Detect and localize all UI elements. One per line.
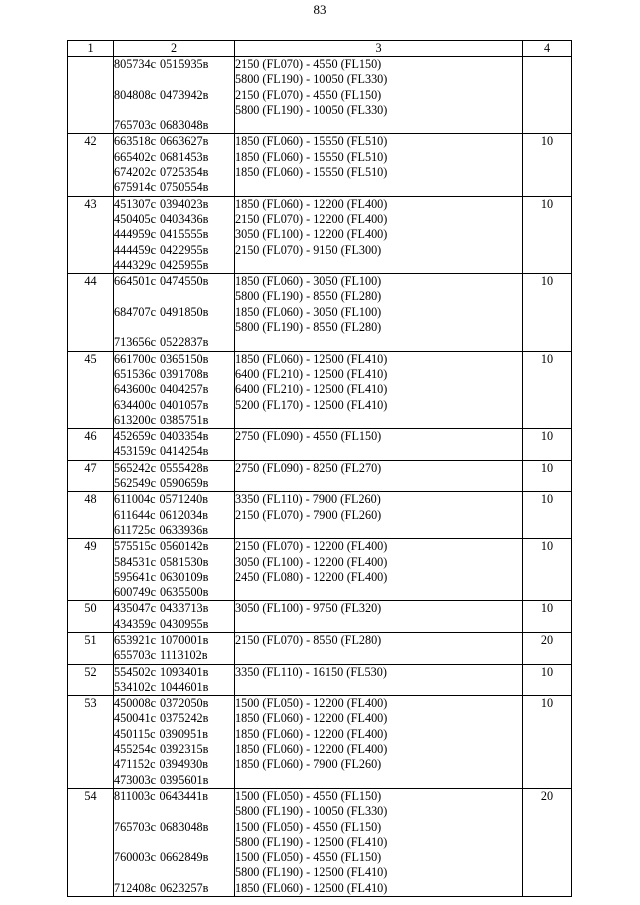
longitude-code: 0491850в [159,304,209,319]
latitude-code: 444329с [114,257,156,272]
coordinate-line [114,180,234,195]
coordinate-line [114,617,234,632]
latitude-code: 765703с [114,118,156,133]
coordinate-line [114,601,234,616]
coordinate-line [114,789,234,804]
coordinate-line [114,555,234,570]
longitude-code: 0643441в [159,788,208,803]
row-value: 10 [523,429,572,461]
coordinate-line [114,835,234,850]
altitude-range: 5800 (FL190) - 10050 (FL330) [235,72,388,87]
table-body [68,57,572,897]
altitude-range [235,118,522,133]
longitude-code: 0681453в [159,149,209,164]
altitude-cell [235,539,523,601]
coordinates-cell [114,601,235,633]
row-value: 10 [523,274,572,351]
table-row [68,601,572,633]
header-col-3: 3 [235,41,523,57]
coordinate-line [114,865,234,880]
longitude-code: 1113102в [159,648,208,663]
longitude-code: 0430955в [159,616,209,631]
longitude-code: 0385751в [159,412,209,427]
coordinate-line [114,227,234,242]
longitude-code: 0474550в [159,274,209,289]
altitude-cell [235,196,523,273]
coordinates-cell [114,429,235,461]
longitude-code: 0662849в [159,850,209,865]
altitude-range: 2150 (FL070) - 12200 (FL400) [235,211,388,226]
row-number: 47 [68,460,114,492]
altitude-range: 5800 (FL190) - 10050 (FL330) [235,102,388,117]
row-value: 10 [523,351,572,428]
header-col-4: 4 [523,41,572,57]
longitude-code: 0401057в [159,397,209,412]
coordinates-cell [114,664,235,696]
altitude-range: 1850 (FL060) - 7900 (FL260) [235,757,382,772]
longitude-code: 0403354в [159,429,209,444]
table-row [68,632,572,664]
coordinate-line [114,539,234,554]
table-row [68,196,572,273]
coordinate-line [114,523,234,538]
altitude-range: 5800 (FL190) - 8550 (FL280) [235,320,382,335]
latitude-code: 471152с [114,757,156,772]
coordinate-line [114,444,234,459]
altitude-range: 1850 (FL060) - 12200 (FL400) [235,742,388,757]
coordinate-line [114,648,234,663]
coordinate-line [114,150,234,165]
altitude-range [235,617,522,632]
row-value [523,57,572,134]
latitude-code: 634400с [114,397,156,412]
row-value: 10 [523,492,572,539]
coordinate-line [114,429,234,444]
coordinate-line [114,274,234,289]
airway-table [67,40,572,897]
longitude-code: 0403436в [159,211,209,226]
longitude-code: 0375242в [159,711,209,726]
coordinates-cell [114,274,235,351]
coordinate-line [114,352,234,367]
coordinates-cell [114,696,235,789]
altitude-cell [235,492,523,539]
altitude-range: 6400 (FL210) - 12500 (FL410) [235,366,388,381]
altitude-range [235,444,522,459]
altitude-cell [235,664,523,696]
altitude-range [235,523,522,538]
latitude-code: 562549с [114,476,156,491]
latitude-code: 611725с [114,522,156,537]
latitude-code: 684707с [114,304,156,319]
longitude-code: 0522837в [159,335,209,350]
row-value: 20 [523,788,572,896]
longitude-code: 0365150в [159,351,209,366]
altitude-range: 1850 (FL060) - 3050 (FL100) [235,274,382,289]
coordinate-line [114,680,234,695]
latitude-code: 804808с [114,87,156,102]
table-row [68,696,572,789]
latitude-code: 643600с [114,382,156,397]
longitude-code: 0425955в [159,257,209,272]
latitude-code: 435047с [114,601,156,616]
row-value: 10 [523,539,572,601]
altitude-range: 3350 (FL110) - 7900 (FL260) [235,492,381,507]
latitude-code: 675914с [114,180,156,195]
altitude-range: 5800 (FL190) - 8550 (FL280) [235,289,382,304]
coordinate-line [114,289,234,304]
coordinate-line [114,305,234,320]
coordinate-line [114,850,234,865]
coordinate-line [114,367,234,382]
altitude-range: 3050 (FL100) - 12200 (FL400) [235,554,388,569]
altitude-range: 1500 (FL050) - 12200 (FL400) [235,696,388,711]
longitude-code: 0581530в [159,554,209,569]
row-number: 50 [68,601,114,633]
longitude-code: 0750554в [159,180,209,195]
coordinate-line [114,492,234,507]
longitude-code: 0414254в [159,444,209,459]
altitude-range: 1850 (FL060) - 15550 (FL510) [235,165,388,180]
latitude-code: 575515с [114,539,156,554]
row-number: 51 [68,632,114,664]
table-row [68,492,572,539]
latitude-code: 595641с [114,569,156,584]
coordinate-line [114,570,234,585]
latitude-code: 450041с [114,711,156,726]
latitude-code: 651536с [114,366,156,381]
latitude-code: 765703с [114,819,156,834]
altitude-range: 5200 (FL170) - 12500 (FL410) [235,397,388,412]
row-value: 10 [523,664,572,696]
latitude-code: 661700с [114,351,156,366]
altitude-range: 1850 (FL060) - 12200 (FL400) [235,726,388,741]
altitude-cell [235,351,523,428]
latitude-code: 451307с [114,196,156,211]
table-row [68,788,572,896]
row-value: 10 [523,460,572,492]
longitude-code: 0390951в [159,726,208,741]
altitude-range: 2150 (FL070) - 8550 (FL280) [235,632,382,647]
coordinate-line [114,72,234,87]
coordinate-line [114,118,234,133]
altitude-range: 1850 (FL060) - 12500 (FL410) [235,880,388,895]
longitude-code: 0623257в [159,880,209,895]
latitude-code: 450405с [114,211,156,226]
latitude-code: 444459с [114,242,156,257]
longitude-code: 0404257в [159,382,209,397]
table-row [68,351,572,428]
latitude-code: 712408с [114,880,156,895]
longitude-code: 0433713в [159,601,209,616]
altitude-range [235,585,522,600]
altitude-range: 5800 (FL190) - 10050 (FL330) [235,804,388,819]
latitude-code: 450008с [114,696,156,711]
longitude-code: 0635500в [159,585,209,600]
longitude-code: 0683048в [159,118,209,133]
coordinate-line [114,398,234,413]
altitude-range: 3350 (FL110) - 16150 (FL530) [235,664,387,679]
row-number: 52 [68,664,114,696]
latitude-code: 611004с [114,492,156,507]
altitude-cell [235,460,523,492]
coordinate-line [114,773,234,788]
altitude-range [235,335,522,350]
altitude-range [235,648,522,663]
coordinates-cell [114,57,235,134]
altitude-range [235,773,522,788]
longitude-code: 0515935в [159,57,209,71]
coordinate-line [114,320,234,335]
longitude-code: 0372050в [159,696,209,711]
row-number: 44 [68,274,114,351]
row-number: 53 [68,696,114,789]
table-row [68,539,572,601]
coordinate-line [114,585,234,600]
coordinate-line [114,508,234,523]
altitude-range [235,476,522,491]
latitude-code: 713656с [114,335,156,350]
longitude-code: 0422955в [159,242,209,257]
latitude-code: 611644с [114,507,156,522]
table-row [68,664,572,696]
longitude-code: 1044601в [159,679,209,694]
coordinates-cell [114,788,235,896]
altitude-range: 1850 (FL060) - 12200 (FL400) [235,196,388,211]
coordinate-line [114,820,234,835]
coordinate-line [114,665,234,680]
row-number: 43 [68,196,114,273]
latitude-code: 534102с [114,679,156,694]
coordinate-line [114,212,234,227]
longitude-code: 0394023в [159,196,209,211]
altitude-range: 6400 (FL210) - 12500 (FL410) [235,382,388,397]
latitude-code: 473003с [114,772,156,787]
row-value: 10 [523,134,572,196]
row-number [68,57,114,134]
coordinate-line [114,461,234,476]
altitude-cell [235,429,523,461]
latitude-code: 453159с [114,444,156,459]
longitude-code: 0555428в [159,460,209,475]
altitude-range [235,680,522,695]
coordinate-line [114,413,234,428]
row-number: 42 [68,134,114,196]
page-number: 83 [313,2,327,17]
table-row [68,274,572,351]
header-col-2: 2 [114,41,235,57]
longitude-code: 0473942в [159,87,209,102]
table-row [68,57,572,134]
longitude-code: 0725354в [159,165,209,180]
latitude-code: 663518с [114,134,156,149]
table-row [68,134,572,196]
row-value: 20 [523,632,572,664]
coordinate-line [114,197,234,212]
altitude-range: 1850 (FL060) - 3050 (FL100) [235,304,382,319]
coordinate-line [114,742,234,757]
longitude-code: 0394930в [159,757,208,772]
longitude-code: 0392315в [159,742,209,757]
longitude-code: 0683048в [159,819,209,834]
coordinate-line [114,165,234,180]
altitude-cell [235,632,523,664]
latitude-code: 811003с [114,788,156,803]
altitude-range: 1850 (FL060) - 12200 (FL400) [235,711,388,726]
coordinates-cell [114,134,235,196]
table-header [68,41,572,57]
altitude-range: 2150 (FL070) - 7900 (FL260) [235,507,382,522]
longitude-code: 0590659в [159,476,209,491]
altitude-range: 1850 (FL060) - 15550 (FL510) [235,149,388,164]
coordinate-line [114,476,234,491]
coordinates-cell [114,632,235,664]
coordinate-line [114,727,234,742]
altitude-range: 5800 (FL190) - 12500 (FL410) [235,834,388,849]
altitude-range: 2750 (FL090) - 4550 (FL150) [235,429,382,444]
coordinates-cell [114,196,235,273]
row-value: 10 [523,196,572,273]
latitude-code: 584531с [114,554,156,569]
coordinate-line [114,382,234,397]
coordinates-cell [114,460,235,492]
header-col-1: 1 [68,41,114,57]
latitude-code: 565242с [114,460,156,475]
longitude-code: 0415555в [159,227,209,242]
altitude-cell [235,696,523,789]
altitude-cell [235,134,523,196]
latitude-code: 653921с [114,632,156,647]
altitude-range: 1850 (FL060) - 12500 (FL410) [235,351,388,366]
coordinates-cell [114,539,235,601]
altitude-range: 1500 (FL050) - 4550 (FL150) [235,788,382,803]
row-number: 48 [68,492,114,539]
coordinate-line [114,103,234,118]
row-number: 46 [68,429,114,461]
table-row [68,429,572,461]
latitude-code: 434359с [114,616,156,631]
altitude-range: 1850 (FL060) - 15550 (FL510) [235,134,388,149]
altitude-range [235,258,522,273]
coordinate-line [114,57,234,72]
altitude-range: 2450 (FL080) - 12200 (FL400) [235,569,388,584]
latitude-code: 665402с [114,149,156,164]
row-number: 45 [68,351,114,428]
coordinate-line [114,243,234,258]
row-number: 49 [68,539,114,601]
altitude-range: 3050 (FL100) - 9750 (FL320) [235,601,382,616]
coordinate-line [114,711,234,726]
altitude-range: 2750 (FL090) - 8250 (FL270) [235,460,382,475]
latitude-code: 444959с [114,227,156,242]
latitude-code: 760003с [114,850,156,865]
longitude-code: 1070001в [159,632,209,647]
latitude-code: 655703с [114,648,156,663]
longitude-code: 0612034в [159,507,208,522]
latitude-code: 805734с [114,57,156,71]
coordinate-line [114,335,234,350]
row-value: 10 [523,601,572,633]
longitude-code: 0560142в [159,539,209,554]
longitude-code: 0395601в [159,772,209,787]
altitude-range [235,180,522,195]
altitude-cell [235,274,523,351]
latitude-code: 452659с [114,429,156,444]
longitude-code: 0663627в [159,134,209,149]
altitude-cell [235,601,523,633]
header-row [68,41,572,57]
latitude-code: 664501с [114,274,156,289]
coordinate-line [114,633,234,648]
altitude-range: 3050 (FL100) - 12200 (FL400) [235,227,388,242]
latitude-code: 674202с [114,165,156,180]
coordinate-line [114,804,234,819]
coordinate-line [114,696,234,711]
row-value: 10 [523,696,572,789]
longitude-code: 0630109в [159,569,209,584]
latitude-code: 554502с [114,664,156,679]
longitude-code: 1093401в [159,664,209,679]
row-number: 54 [68,788,114,896]
altitude-range: 2150 (FL070) - 12200 (FL400) [235,539,388,554]
latitude-code: 450115с [114,726,156,741]
altitude-range: 1500 (FL050) - 4550 (FL150) [235,819,382,834]
longitude-code: 0633936в [159,522,208,537]
altitude-range: 2150 (FL070) - 4550 (FL150) [235,57,382,71]
altitude-range: 2150 (FL070) - 4550 (FL150) [235,87,382,102]
coordinate-line [114,881,234,896]
altitude-cell [235,788,523,896]
latitude-code: 600749с [114,585,156,600]
longitude-code: 0571240в [159,492,208,507]
coordinate-line [114,88,234,103]
table-row [68,460,572,492]
altitude-range: 2150 (FL070) - 9150 (FL300) [235,242,382,257]
coordinate-line [114,258,234,273]
latitude-code: 455254с [114,742,156,757]
coordinates-cell [114,492,235,539]
coordinates-cell [114,351,235,428]
longitude-code: 0391708в [159,366,209,381]
coordinate-line [114,134,234,149]
altitude-cell [235,57,523,134]
altitude-range: 1500 (FL050) - 4550 (FL150) [235,850,382,865]
altitude-range [235,413,522,428]
latitude-code: 613200с [114,412,156,427]
coordinate-line [114,757,234,772]
altitude-range: 5800 (FL190) - 12500 (FL410) [235,865,388,880]
